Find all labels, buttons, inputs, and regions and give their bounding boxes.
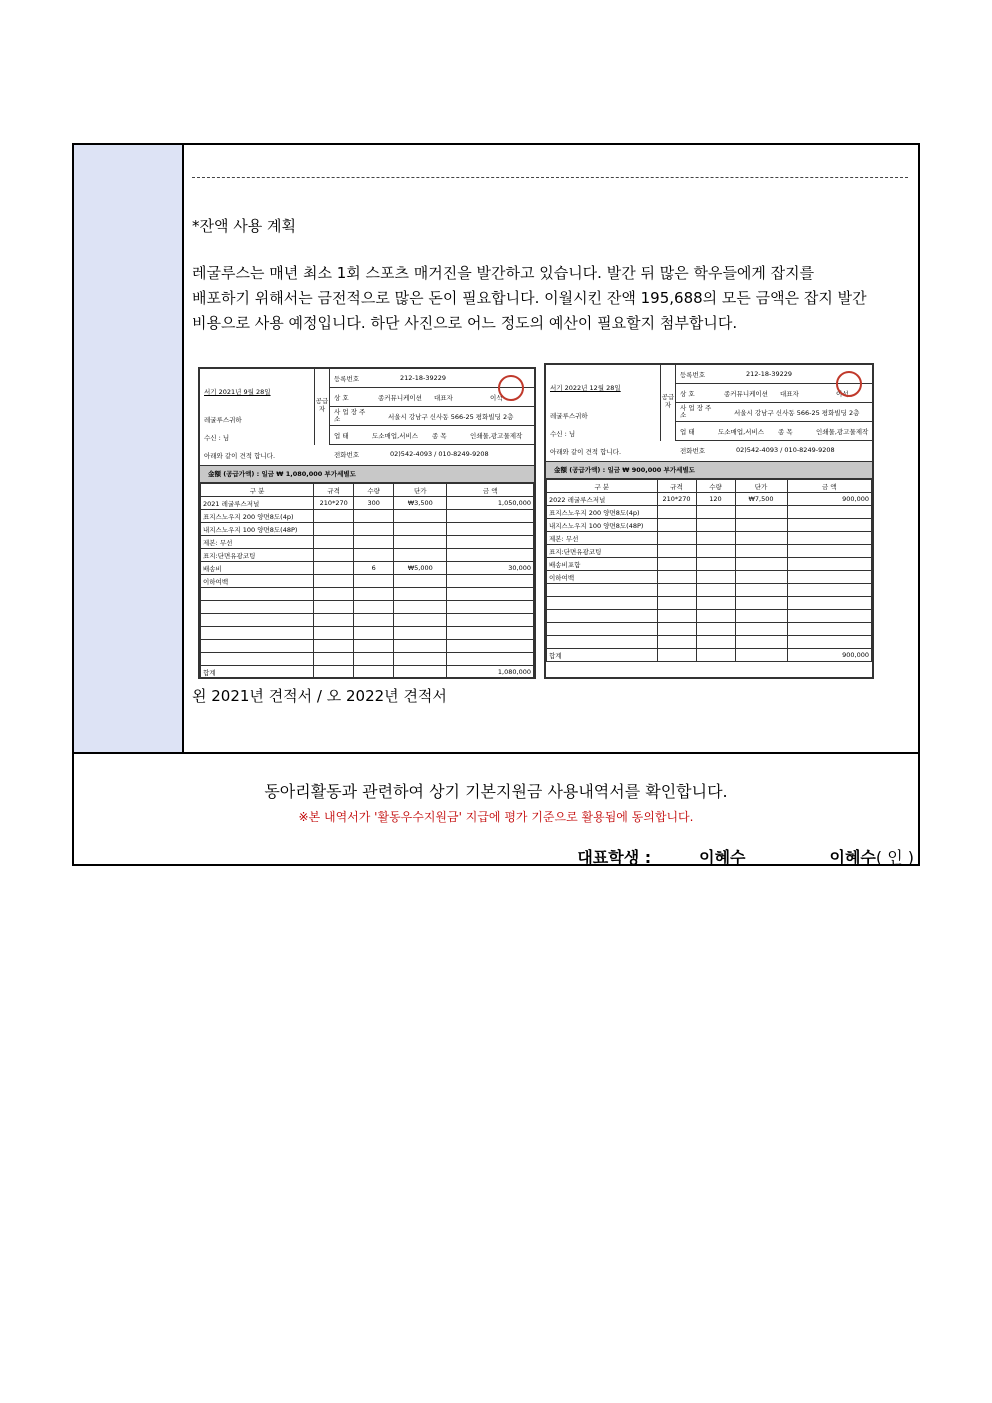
table-cell — [394, 510, 447, 523]
reg-number: 212-18-39229 — [746, 370, 793, 378]
table-cell: 배송비 — [201, 562, 314, 575]
table-cell — [547, 610, 658, 623]
biz-label: 업 태 — [680, 428, 695, 436]
tel-label: 전화번호 — [334, 451, 360, 459]
column-header: 단가 — [735, 480, 787, 493]
estimate-date: 서기 2021년 9월 28일 — [204, 388, 271, 396]
column-header: 규격 — [314, 484, 354, 497]
item-type: 인쇄물,광고물제작 — [470, 432, 523, 440]
table-cell: 300 — [354, 497, 394, 510]
table-cell — [201, 601, 314, 614]
table-cell — [447, 653, 534, 666]
table-cell: 210*270 — [657, 493, 696, 506]
table-cell — [354, 523, 394, 536]
column-header: 단가 — [394, 484, 447, 497]
table-cell — [201, 653, 314, 666]
table-row — [201, 536, 534, 549]
company-name: 종커뮤니케이션 — [724, 390, 768, 398]
table-cell — [696, 545, 735, 558]
table-cell: 이하여백 — [547, 571, 658, 584]
table-cell — [447, 549, 534, 562]
table-cell — [657, 636, 696, 649]
table-row — [201, 640, 534, 653]
table-cell: 배송비포함 — [547, 558, 658, 571]
table-cell — [735, 545, 787, 558]
table-cell — [787, 571, 872, 584]
table-cell — [696, 623, 735, 636]
table-cell — [787, 532, 872, 545]
reg-number: 212-18-39229 — [400, 374, 447, 382]
table-cell — [314, 640, 354, 653]
signature-name: 이혜수 — [829, 848, 876, 867]
table-cell — [735, 558, 787, 571]
paragraph-line: 비용으로 사용 예정입니다. 하단 사진으로 어느 정도의 예산이 필요할지 첨부합니다. — [192, 314, 738, 332]
table-cell: 표지스노우지 200 양면8도(4p) — [547, 506, 658, 519]
table-row — [547, 584, 872, 597]
table-cell: 210*270 — [314, 497, 354, 510]
table-cell — [394, 601, 447, 614]
tel-label: 전화번호 — [680, 447, 706, 455]
table-row — [201, 653, 534, 666]
table-row — [201, 562, 534, 575]
table-cell — [735, 532, 787, 545]
table-cell — [696, 636, 735, 649]
table-cell: 내지스노우지 100 양면8도(48P) — [547, 519, 658, 532]
total-label: 합계 — [547, 649, 658, 662]
column-header: 수량 — [696, 480, 735, 493]
table-cell — [354, 653, 394, 666]
rep-label: 대표자 — [434, 394, 453, 402]
table-cell — [657, 571, 696, 584]
table-row — [547, 532, 872, 545]
label-cell — [74, 145, 184, 754]
table-cell — [354, 588, 394, 601]
table-cell — [787, 545, 872, 558]
table-cell: ₩7,500 — [735, 493, 787, 506]
rep-label: 대표자 — [780, 390, 799, 398]
table-cell — [394, 549, 447, 562]
table-cell — [447, 523, 534, 536]
estimate-table — [546, 479, 872, 662]
table-cell — [735, 597, 787, 610]
table-cell — [547, 623, 658, 636]
table-cell — [787, 506, 872, 519]
table-cell: 제본: 무선 — [201, 536, 314, 549]
table-cell — [547, 597, 658, 610]
column-header: 구 분 — [547, 480, 658, 493]
table-row — [547, 571, 872, 584]
table-cell — [657, 558, 696, 571]
table-cell — [314, 588, 354, 601]
table-cell — [394, 640, 447, 653]
table-cell — [394, 653, 447, 666]
table-cell — [447, 536, 534, 549]
estimate-note: 아래와 같이 견적 합니다. — [204, 452, 276, 460]
item-label: 종 목 — [778, 428, 793, 436]
table-cell — [314, 575, 354, 588]
estimate-2021-image — [198, 367, 536, 679]
table-cell: 6 — [354, 562, 394, 575]
table-row — [201, 575, 534, 588]
name-label: 상 호 — [334, 394, 349, 402]
student-name: 이혜수 — [699, 848, 746, 867]
signer-label: 대표학생 : — [577, 848, 652, 867]
table-cell — [657, 610, 696, 623]
table-cell — [547, 584, 658, 597]
table-cell — [354, 627, 394, 640]
table-cell: 제본: 무선 — [547, 532, 658, 545]
table-cell — [657, 506, 696, 519]
estimate-client: 레굴루스귀하 — [550, 412, 588, 420]
table-cell — [657, 532, 696, 545]
table-cell — [696, 597, 735, 610]
table-cell — [354, 510, 394, 523]
table-row — [547, 545, 872, 558]
addr-label: 사 업 장 주 소 — [334, 408, 366, 423]
company-address: 서울시 강남구 신사동 566-25 평화빌딩 2층 — [388, 413, 514, 421]
column-header: 금 액 — [787, 480, 872, 493]
tel-number: 02)542-4093 / 010-8249-9208 — [390, 450, 489, 458]
table-cell — [314, 523, 354, 536]
item-type: 인쇄물,광고물제작 — [816, 428, 869, 436]
total-amount: 1,080,000 — [447, 666, 534, 679]
table-cell — [696, 519, 735, 532]
table-cell — [735, 610, 787, 623]
table-cell — [696, 558, 735, 571]
table-cell — [394, 588, 447, 601]
table-cell: ₩3,500 — [394, 497, 447, 510]
seal-stamp — [498, 375, 524, 401]
table-cell — [394, 627, 447, 640]
table-row — [547, 558, 872, 571]
table-cell — [696, 610, 735, 623]
table-row — [547, 506, 872, 519]
dashed-separator — [192, 177, 908, 178]
table-row — [201, 588, 534, 601]
table-cell — [735, 584, 787, 597]
table-cell — [447, 510, 534, 523]
table-cell — [447, 575, 534, 588]
estimate-table — [200, 483, 534, 679]
total-amount: 900,000 — [787, 649, 872, 662]
table-cell — [314, 510, 354, 523]
balance-plan-paragraph — [192, 261, 908, 336]
table-cell — [787, 558, 872, 571]
signature-line — [577, 845, 914, 868]
table-cell — [657, 584, 696, 597]
paragraph-line: 레굴루스는 매년 최소 1회 스포츠 매거진을 발간하고 있습니다. 발간 뒤 많은 학우들에게 잡지를 — [192, 264, 815, 282]
table-cell: 1,050,000 — [447, 497, 534, 510]
table-cell — [354, 601, 394, 614]
estimate-client: 레굴루스귀하 — [204, 416, 242, 424]
table-cell — [354, 549, 394, 562]
table-cell — [354, 575, 394, 588]
table-cell — [314, 601, 354, 614]
column-header: 구 분 — [201, 484, 314, 497]
table-cell — [447, 601, 534, 614]
table-row — [201, 614, 534, 627]
table-cell — [314, 549, 354, 562]
table-cell — [735, 636, 787, 649]
agreement-notice: ※본 내역서가 '활동우수지원금' 지급에 평가 기준으로 활용됨에 동의합니다. — [298, 810, 694, 824]
table-cell — [787, 597, 872, 610]
table-cell — [201, 588, 314, 601]
table-cell — [657, 623, 696, 636]
table-cell — [735, 623, 787, 636]
estimate-recipient: 수신 : 님 — [550, 430, 576, 438]
table-cell — [394, 536, 447, 549]
table-cell — [314, 536, 354, 549]
table-cell — [735, 571, 787, 584]
table-row — [547, 636, 872, 649]
estimate-date: 서기 2022년 12월 28일 — [550, 384, 621, 392]
table-cell — [787, 623, 872, 636]
table-row — [201, 627, 534, 640]
table-cell: 900,000 — [787, 493, 872, 506]
table-cell — [696, 506, 735, 519]
table-cell — [447, 640, 534, 653]
row-divider — [74, 752, 918, 754]
table-cell — [447, 627, 534, 640]
table-cell — [394, 523, 447, 536]
table-cell — [787, 584, 872, 597]
table-row — [547, 597, 872, 610]
item-label: 종 목 — [432, 432, 447, 440]
table-cell — [201, 614, 314, 627]
table-cell — [787, 519, 872, 532]
biz-type: 도소매업,서비스 — [372, 432, 419, 440]
table-cell — [657, 545, 696, 558]
reg-label: 등록번호 — [334, 375, 360, 383]
table-row — [201, 497, 534, 510]
column-header: 수량 — [354, 484, 394, 497]
table-row — [201, 523, 534, 536]
balance-plan-heading: *잔액 사용 계획 — [192, 217, 296, 235]
table-cell — [394, 575, 447, 588]
total-row — [201, 666, 534, 679]
table-cell — [354, 536, 394, 549]
table-cell: 표지스노우지 200 양면8도(4p) — [201, 510, 314, 523]
table-cell — [447, 588, 534, 601]
table-cell: 120 — [696, 493, 735, 506]
table-cell — [735, 506, 787, 519]
biz-label: 업 태 — [334, 432, 349, 440]
table-cell — [201, 640, 314, 653]
table-cell — [696, 532, 735, 545]
total-label: 합계 — [201, 666, 314, 679]
table-cell — [394, 614, 447, 627]
table-cell — [447, 614, 534, 627]
table-cell: 이하여백 — [201, 575, 314, 588]
table-row — [547, 493, 872, 506]
table-row — [547, 623, 872, 636]
table-cell — [314, 627, 354, 640]
table-cell — [201, 627, 314, 640]
table-row — [201, 601, 534, 614]
company-address: 서울시 강남구 신사동 566-25 평화빌딩 2층 — [734, 409, 860, 417]
table-cell — [787, 610, 872, 623]
estimate-note: 아래와 같이 견적 합니다. — [550, 448, 622, 456]
biz-type: 도소매업,서비스 — [718, 428, 765, 436]
seal-mark: ( 인 ) — [875, 848, 914, 867]
reg-label: 등록번호 — [680, 371, 706, 379]
table-cell: 2021 레굴루스저널 — [201, 497, 314, 510]
rep-name: 이석 — [836, 390, 849, 398]
table-cell — [354, 614, 394, 627]
table-cell — [657, 519, 696, 532]
estimate-caption: 왼 2021년 견적서 / 오 2022년 견적서 — [192, 687, 447, 705]
addr-label: 사 업 장 주 소 — [680, 404, 712, 419]
table-cell — [354, 640, 394, 653]
tel-number: 02)542-4093 / 010-8249-9208 — [736, 446, 835, 454]
table-cell: ₩5,000 — [394, 562, 447, 575]
table-cell: 표지:단면유광코팅 — [201, 549, 314, 562]
rep-name: 이석 — [490, 394, 503, 402]
supplier-label: 공급자 — [660, 365, 676, 441]
table-cell — [547, 636, 658, 649]
table-cell — [314, 653, 354, 666]
table-cell — [314, 562, 354, 575]
estimate-2022-image — [544, 363, 874, 679]
table-cell: 2022 레굴루스저널 — [547, 493, 658, 506]
table-cell — [735, 519, 787, 532]
table-row — [201, 549, 534, 562]
form-table — [72, 143, 920, 866]
confirmation-text: 동아리활동과 관련하여 상기 기본지원금 사용내역서를 확인합니다. — [264, 782, 728, 801]
table-row — [547, 610, 872, 623]
estimate-sum: 金額 (공급가액) : 일금 ₩ 1,080,000 부가세별도 — [200, 466, 534, 483]
total-row — [547, 649, 872, 662]
table-cell — [787, 636, 872, 649]
table-row — [201, 510, 534, 523]
estimate-sum: 金額 (공급가액) : 일금 ₩ 900,000 부가세별도 — [546, 462, 872, 479]
table-cell: 표지:단면유광코팅 — [547, 545, 658, 558]
seal-stamp — [836, 371, 862, 397]
table-cell: 내지스노우지 100 양면8도(48P) — [201, 523, 314, 536]
table-cell — [696, 584, 735, 597]
column-header: 규격 — [657, 480, 696, 493]
supplier-label: 공급자 — [314, 369, 330, 445]
table-cell — [657, 597, 696, 610]
estimate-recipient: 수신 : 님 — [204, 434, 230, 442]
paragraph-line: 배포하기 위해서는 금전적으로 많은 돈이 필요합니다. 이월시킨 잔액 195,688의 모든 금액은 잡지 발간 — [192, 289, 867, 307]
name-label: 상 호 — [680, 390, 695, 398]
table-cell — [696, 571, 735, 584]
column-header: 금 액 — [447, 484, 534, 497]
table-cell: 30,000 — [447, 562, 534, 575]
table-row — [547, 519, 872, 532]
table-cell — [314, 614, 354, 627]
company-name: 종커뮤니케이션 — [378, 394, 422, 402]
